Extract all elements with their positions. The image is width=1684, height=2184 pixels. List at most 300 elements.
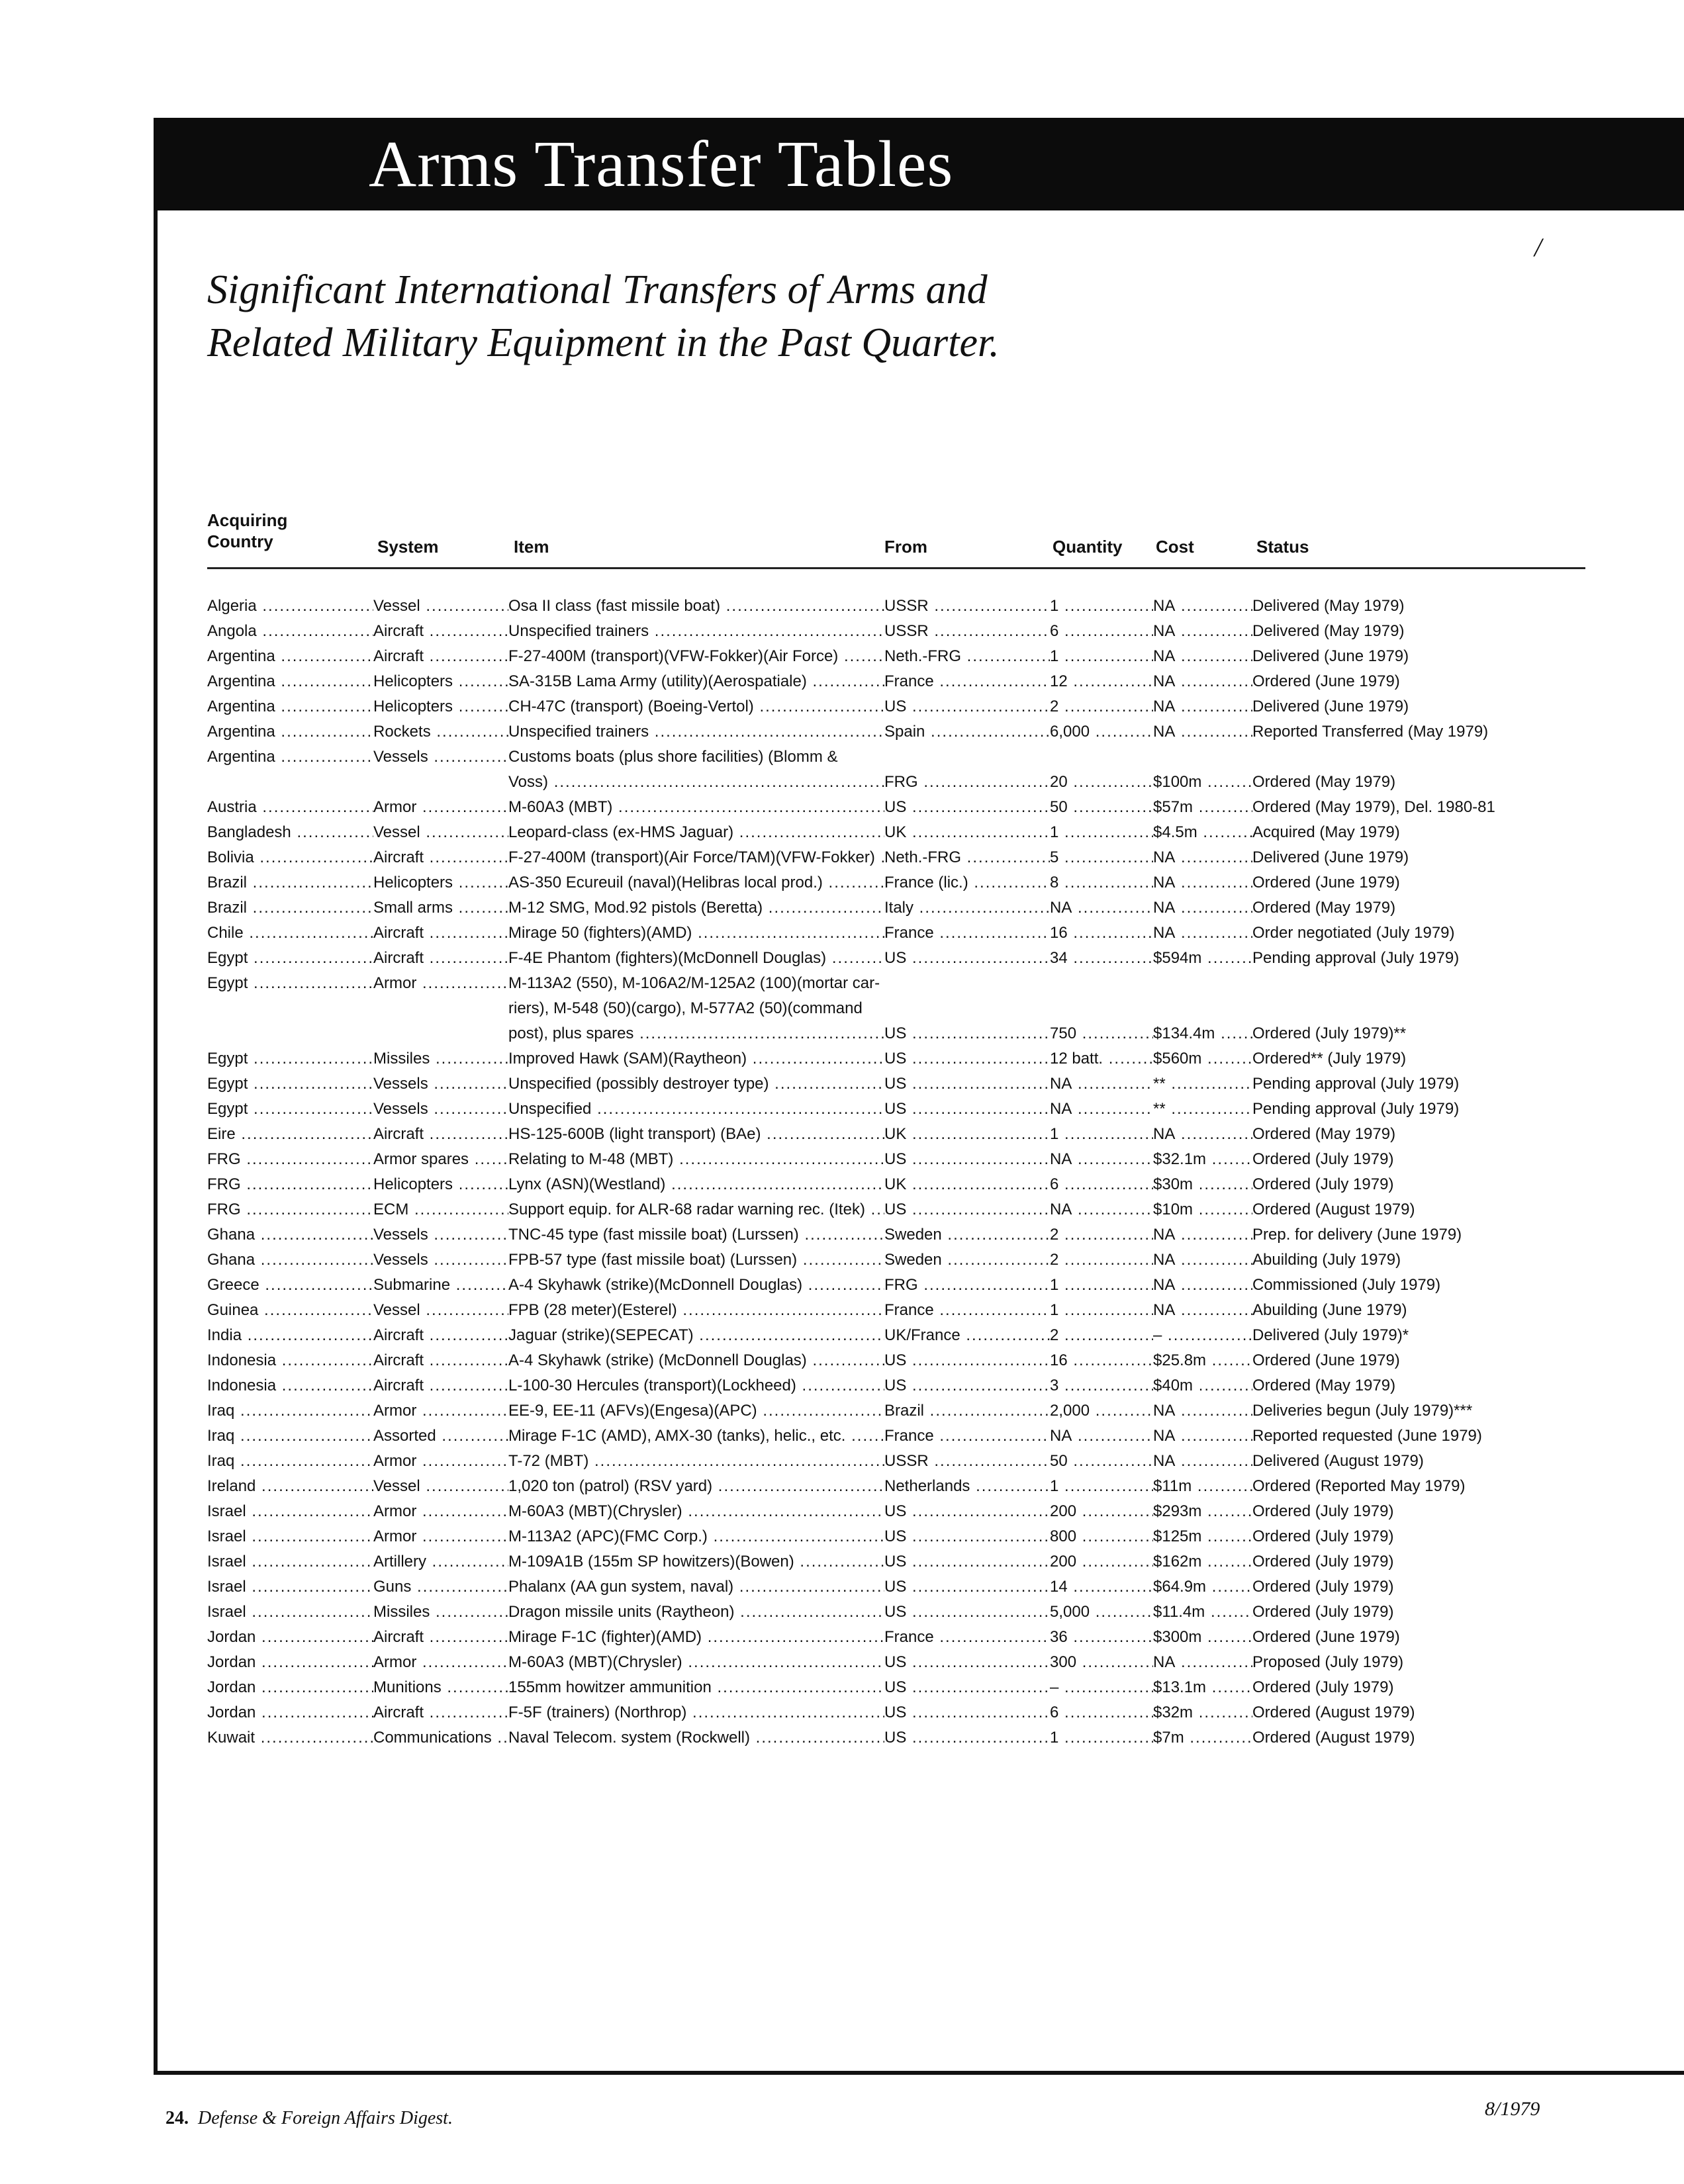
cell-system-text: Artillery bbox=[373, 1553, 427, 1570]
leader-dots bbox=[1058, 1729, 1153, 1747]
cell-system-text: Aircraft bbox=[373, 622, 424, 640]
cell-status bbox=[1252, 921, 1570, 946]
cell-item-continued-text: post), plus spares bbox=[508, 1024, 634, 1042]
cell-quantity-text: NA bbox=[1050, 1100, 1072, 1118]
cell-country bbox=[207, 1398, 373, 1424]
cell-quantity-text: 14 bbox=[1050, 1578, 1068, 1596]
cell-system-text: Communications bbox=[373, 1729, 492, 1747]
cell-quantity bbox=[1050, 594, 1153, 619]
cell-status bbox=[1252, 770, 1570, 795]
cell-status-text: Delivered (May 1979) bbox=[1252, 597, 1405, 615]
cell-status bbox=[1252, 1172, 1570, 1197]
table-row bbox=[0, 1600, 1684, 1625]
cell-system bbox=[373, 1097, 508, 1122]
leader-dots bbox=[1068, 949, 1153, 967]
cell-system-text: Missiles bbox=[373, 1050, 430, 1068]
cell-country-text: Greece bbox=[207, 1276, 259, 1294]
cell-item-text: F-5F (trainers) (Northrop) bbox=[508, 1704, 687, 1721]
cell-from-text: US bbox=[884, 798, 907, 816]
cell-item-text: Unspecified trainers bbox=[508, 723, 649, 741]
cell-country bbox=[207, 1725, 373, 1751]
table-row bbox=[0, 644, 1684, 669]
cell-cost-text: $162m bbox=[1153, 1553, 1202, 1570]
cell-from-text: FRG bbox=[884, 1276, 918, 1294]
cell-quantity-text: 1 bbox=[1050, 1276, 1059, 1294]
cell-system bbox=[373, 1323, 508, 1348]
leader-dots bbox=[649, 723, 884, 741]
cell-status bbox=[1252, 1298, 1570, 1323]
cell-cost-text: NA bbox=[1153, 1427, 1176, 1445]
cell-status bbox=[1252, 694, 1570, 719]
cell-country-text: Israel bbox=[207, 1578, 246, 1596]
cell-country bbox=[207, 1549, 373, 1574]
cell-system-text: Vessel bbox=[373, 1477, 420, 1495]
cell-from bbox=[884, 1650, 1050, 1675]
cell-from bbox=[884, 1197, 1050, 1222]
leader-dots bbox=[1175, 1452, 1252, 1470]
leader-dots bbox=[1175, 1427, 1252, 1445]
cell-item bbox=[508, 1071, 884, 1097]
cell-cost-text: NA bbox=[1153, 1251, 1176, 1269]
cell-system bbox=[373, 1549, 508, 1574]
cell-cost bbox=[1153, 1172, 1252, 1197]
cell-from-text: US bbox=[884, 1578, 907, 1596]
cell-country bbox=[207, 619, 373, 644]
cell-country bbox=[207, 1298, 373, 1323]
table-row bbox=[0, 820, 1684, 845]
cell-system-text: Vessel bbox=[373, 597, 420, 615]
cell-system-text: Helicopters bbox=[373, 874, 453, 891]
cell-cost bbox=[1153, 694, 1252, 719]
cell-country bbox=[207, 745, 373, 770]
cell-item bbox=[508, 946, 884, 971]
cell-cost bbox=[1153, 669, 1252, 694]
cell-cost-text: NA bbox=[1153, 1276, 1176, 1294]
leader-dots bbox=[416, 1527, 508, 1545]
cell-cost-text: $300m bbox=[1153, 1628, 1202, 1646]
cell-cost bbox=[1153, 1273, 1252, 1298]
table-row bbox=[0, 1071, 1684, 1097]
leader-dots bbox=[906, 698, 1050, 715]
leader-dots bbox=[242, 1326, 373, 1344]
leader-dots bbox=[259, 1276, 373, 1294]
cell-system-text: Aircraft bbox=[373, 1628, 424, 1646]
cell-country-text: Israel bbox=[207, 1527, 246, 1545]
cell-from-text: US bbox=[884, 1704, 907, 1721]
leader-dots bbox=[1058, 1226, 1153, 1244]
cell-system bbox=[373, 795, 508, 820]
cell-cost-text: $57m bbox=[1153, 798, 1193, 816]
cell-from bbox=[884, 1222, 1050, 1248]
cell-country bbox=[207, 1222, 373, 1248]
cell-quantity bbox=[1050, 1172, 1153, 1197]
table-row bbox=[0, 895, 1684, 921]
cell-system bbox=[373, 921, 508, 946]
leader-dots bbox=[1076, 1653, 1153, 1671]
cell-country bbox=[207, 1348, 373, 1373]
cell-status bbox=[1252, 1097, 1570, 1122]
cell-quantity-text: 1 bbox=[1050, 1477, 1059, 1495]
cell-quantity-text: 20 bbox=[1050, 773, 1068, 791]
cell-item-text: Naval Telecom. system (Rockwell) bbox=[508, 1729, 750, 1747]
cell-from bbox=[884, 1574, 1050, 1600]
cell-from bbox=[884, 1147, 1050, 1172]
cell-country bbox=[207, 1071, 373, 1097]
cell-quantity bbox=[1050, 1147, 1153, 1172]
cell-from-text: Neth.-FRG bbox=[884, 647, 962, 665]
table-row bbox=[0, 971, 1684, 996]
cell-item-continued-text: riers), M-548 (50)(cargo), M-577A2 (50)(command bbox=[508, 999, 863, 1017]
cell-country-text: Egypt bbox=[207, 1050, 248, 1068]
leader-dots bbox=[428, 1100, 508, 1118]
cell-country bbox=[207, 1172, 373, 1197]
cell-system-text: Rockets bbox=[373, 723, 431, 741]
cell-cost-text: NA bbox=[1153, 647, 1176, 665]
leader-dots bbox=[469, 1150, 508, 1168]
leader-dots bbox=[918, 1276, 1050, 1294]
cell-cost-text: $32.1m bbox=[1153, 1150, 1207, 1168]
leader-dots bbox=[1058, 597, 1153, 615]
leader-dots bbox=[906, 798, 1050, 816]
cell-system-text: Aircraft bbox=[373, 1377, 424, 1394]
leader-dots bbox=[1175, 874, 1252, 891]
cell-from-text: USSR bbox=[884, 622, 929, 640]
cell-status-text: Ordered (August 1979) bbox=[1252, 1729, 1415, 1747]
table-row bbox=[0, 1273, 1684, 1298]
leader-dots bbox=[906, 1553, 1050, 1570]
leader-dots bbox=[906, 1502, 1050, 1520]
cell-quantity-text: 8 bbox=[1050, 874, 1059, 891]
cell-system bbox=[373, 1348, 508, 1373]
leader-dots bbox=[248, 949, 373, 967]
leader-dots bbox=[1175, 1301, 1252, 1319]
leader-dots bbox=[794, 1553, 884, 1570]
cell-quantity-text: 6,000 bbox=[1050, 723, 1090, 741]
leader-dots bbox=[934, 1628, 1050, 1646]
cell-from-text: US bbox=[884, 698, 907, 715]
cell-system bbox=[373, 1298, 508, 1323]
leader-dots bbox=[424, 1704, 508, 1721]
cell-item-text: Mirage 50 (fighters)(AMD) bbox=[508, 924, 692, 942]
cell-status bbox=[1252, 1147, 1570, 1172]
cell-country-text: Chile bbox=[207, 924, 244, 942]
cell-quantity-text: 6 bbox=[1050, 1175, 1059, 1193]
cell-quantity-text: 16 bbox=[1050, 924, 1068, 942]
subtitle bbox=[207, 263, 1200, 369]
cell-quantity bbox=[1050, 895, 1153, 921]
cell-from-text: US bbox=[884, 1050, 907, 1068]
leader-dots bbox=[1058, 698, 1153, 715]
leader-dots bbox=[1175, 1402, 1252, 1420]
table-row bbox=[0, 845, 1684, 870]
leader-dots bbox=[1175, 647, 1252, 665]
cell-quantity-text: 5,000 bbox=[1050, 1603, 1090, 1621]
cell-from bbox=[884, 820, 1050, 845]
leader-dots bbox=[1193, 1201, 1252, 1218]
leader-dots bbox=[665, 1175, 884, 1193]
leader-dots bbox=[424, 622, 508, 640]
cell-cost-text: $4.5m bbox=[1153, 823, 1197, 841]
leader-dots bbox=[416, 1653, 508, 1671]
leader-dots bbox=[428, 1251, 508, 1269]
leader-dots bbox=[906, 1351, 1050, 1369]
cell-item-text: EE-9, EE-11 (AFVs)(Engesa)(APC) bbox=[508, 1402, 757, 1420]
leader-dots bbox=[823, 874, 884, 891]
leader-dots bbox=[246, 1578, 373, 1596]
cell-system-text: Vessels bbox=[373, 1075, 428, 1093]
cell-from bbox=[884, 1474, 1050, 1499]
cell-item-continued bbox=[508, 770, 884, 795]
leader-dots bbox=[258, 1301, 373, 1319]
cell-from-text: US bbox=[884, 1553, 907, 1570]
cell-item bbox=[508, 870, 884, 895]
cell-item-text: Osa II class (fast missile boat) bbox=[508, 597, 721, 615]
cell-country bbox=[207, 1700, 373, 1725]
cell-country bbox=[207, 719, 373, 745]
leader-dots bbox=[1175, 1125, 1252, 1143]
cell-item-text: A-4 Skyhawk (strike)(McDonnell Douglas) bbox=[508, 1276, 803, 1294]
cell-country-text: Indonesia bbox=[207, 1377, 277, 1394]
table-row bbox=[0, 1549, 1684, 1574]
cell-country-text: Israel bbox=[207, 1603, 246, 1621]
leader-dots bbox=[492, 1729, 508, 1747]
leader-dots bbox=[234, 1402, 373, 1420]
cell-item bbox=[508, 1574, 884, 1600]
cell-from-text: US bbox=[884, 949, 907, 967]
cell-status bbox=[1252, 1248, 1570, 1273]
cell-cost-text: $100m bbox=[1153, 773, 1202, 791]
leader-dots bbox=[416, 1502, 508, 1520]
cell-from bbox=[884, 795, 1050, 820]
leader-dots bbox=[906, 1150, 1050, 1168]
cell-from bbox=[884, 1549, 1050, 1574]
cell-from bbox=[884, 1499, 1050, 1524]
cell-from bbox=[884, 870, 1050, 895]
leader-dots bbox=[924, 1402, 1050, 1420]
leader-dots bbox=[673, 1150, 884, 1168]
leader-dots bbox=[257, 597, 373, 615]
cell-from bbox=[884, 1725, 1050, 1751]
cell-cost-text: NA bbox=[1153, 899, 1176, 917]
cell-item bbox=[508, 1147, 884, 1172]
cell-country bbox=[207, 1248, 373, 1273]
cell-quantity bbox=[1050, 845, 1153, 870]
cell-cost-text: NA bbox=[1153, 672, 1176, 690]
cell-quantity bbox=[1050, 795, 1153, 820]
cell-item bbox=[508, 1298, 884, 1323]
cell-cost-text: $13.1m bbox=[1153, 1678, 1207, 1696]
table-row bbox=[0, 1248, 1684, 1273]
cell-item bbox=[508, 1046, 884, 1071]
cell-from-text: France (lic.) bbox=[884, 874, 968, 891]
cell-status-text: Ordered (July 1979) bbox=[1252, 1553, 1394, 1570]
cell-country bbox=[207, 1122, 373, 1147]
cell-cost bbox=[1153, 770, 1252, 795]
cell-item-text: CH-47C (transport) (Boeing-Vertol) bbox=[508, 698, 754, 715]
cell-cost-text: NA bbox=[1153, 622, 1176, 640]
cell-cost bbox=[1153, 1398, 1252, 1424]
leader-dots bbox=[244, 924, 373, 942]
leader-dots bbox=[906, 1201, 1050, 1218]
leader-dots bbox=[929, 597, 1050, 615]
leader-dots bbox=[797, 1251, 884, 1269]
leader-dots bbox=[1175, 924, 1252, 942]
cell-item bbox=[508, 1625, 884, 1650]
cell-country-text: Algeria bbox=[207, 597, 257, 615]
cell-status bbox=[1252, 1122, 1570, 1147]
cell-status-text: Reported requested (June 1979) bbox=[1252, 1427, 1482, 1445]
leader-dots bbox=[257, 622, 373, 640]
leader-dots bbox=[420, 823, 508, 841]
cell-item-text: Mirage F-1C (fighter)(AMD) bbox=[508, 1628, 702, 1646]
leader-dots bbox=[420, 1477, 508, 1495]
leader-dots bbox=[246, 1603, 373, 1621]
cell-cost-text: NA bbox=[1153, 1125, 1176, 1143]
leader-dots bbox=[682, 1653, 884, 1671]
cell-from-text: Spain bbox=[884, 723, 925, 741]
header-rule bbox=[207, 567, 1585, 569]
cell-item-continued bbox=[508, 996, 884, 1021]
cell-quantity-text: – bbox=[1050, 1678, 1059, 1696]
leader-dots bbox=[1201, 1628, 1252, 1646]
cell-status-text: Deliveries begun (July 1979)*** bbox=[1252, 1402, 1473, 1420]
leader-dots bbox=[906, 823, 1050, 841]
leader-dots bbox=[453, 672, 508, 690]
cell-item bbox=[508, 1424, 884, 1449]
leader-dots bbox=[1076, 1502, 1153, 1520]
footer-page-number: 24. bbox=[165, 2108, 189, 2128]
cell-item bbox=[508, 1474, 884, 1499]
leader-dots bbox=[1058, 874, 1153, 891]
cell-from bbox=[884, 1449, 1050, 1474]
cell-quantity bbox=[1050, 1248, 1153, 1273]
cell-item bbox=[508, 1273, 884, 1298]
leader-dots bbox=[430, 1603, 508, 1621]
cell-from bbox=[884, 1248, 1050, 1273]
cell-cost bbox=[1153, 1725, 1252, 1751]
cell-cost-text: – bbox=[1153, 1326, 1162, 1344]
cell-cost bbox=[1153, 870, 1252, 895]
table-row bbox=[0, 1675, 1684, 1700]
cell-quantity bbox=[1050, 870, 1153, 895]
cell-item-text: Support equip. for ALR-68 radar warning rec. (Itek) bbox=[508, 1201, 865, 1218]
cell-quantity bbox=[1050, 1071, 1153, 1097]
cell-cost bbox=[1153, 594, 1252, 619]
leader-dots bbox=[1184, 1729, 1252, 1747]
cell-item-text: Unspecified bbox=[508, 1100, 592, 1118]
leader-dots bbox=[424, 1628, 508, 1646]
cell-quantity-text: 200 bbox=[1050, 1553, 1077, 1570]
leader-dots bbox=[256, 1477, 373, 1495]
cell-item-continued-text: Voss) bbox=[508, 773, 549, 791]
cell-from-text: US bbox=[884, 1377, 907, 1394]
cell-item-text: M-60A3 (MBT)(Chrysler) bbox=[508, 1502, 682, 1520]
cell-country bbox=[207, 1373, 373, 1398]
cell-quantity-text: 16 bbox=[1050, 1351, 1068, 1369]
cell-system bbox=[373, 1222, 508, 1248]
cell-system-text: Aircraft bbox=[373, 1351, 424, 1369]
cell-cost bbox=[1153, 644, 1252, 669]
table-row-continuation bbox=[0, 770, 1684, 795]
cell-status-text: Abuilding (July 1979) bbox=[1252, 1251, 1401, 1269]
cell-quantity-text: 1 bbox=[1050, 647, 1059, 665]
cell-cost bbox=[1153, 1424, 1252, 1449]
leader-dots bbox=[1072, 1100, 1153, 1118]
cell-cost bbox=[1153, 795, 1252, 820]
leader-dots bbox=[430, 1050, 508, 1068]
cell-country-text: Kuwait bbox=[207, 1729, 256, 1747]
leader-dots bbox=[1058, 823, 1153, 841]
cell-country bbox=[207, 971, 373, 996]
cell-item bbox=[508, 594, 884, 619]
leader-dots bbox=[934, 1427, 1050, 1445]
cell-country bbox=[207, 1474, 373, 1499]
cell-country-text: Egypt bbox=[207, 974, 248, 992]
cell-item bbox=[508, 1122, 884, 1147]
cell-country bbox=[207, 820, 373, 845]
cell-cost-text: $134.4m bbox=[1153, 1024, 1215, 1042]
cell-item-text: F-4E Phantom (fighters)(McDonnell Douglas) bbox=[508, 949, 827, 967]
cell-item bbox=[508, 1549, 884, 1574]
cell-quantity-text: 50 bbox=[1050, 798, 1068, 816]
cell-country-text: Egypt bbox=[207, 1075, 248, 1093]
leader-dots bbox=[1205, 1603, 1252, 1621]
leader-dots bbox=[246, 1527, 373, 1545]
leader-dots bbox=[1175, 622, 1252, 640]
leader-dots bbox=[1072, 1075, 1153, 1093]
cell-cost-text: NA bbox=[1153, 698, 1176, 715]
leader-dots bbox=[453, 1175, 508, 1193]
leader-dots bbox=[934, 924, 1050, 942]
cell-cost bbox=[1153, 1600, 1252, 1625]
leader-dots bbox=[677, 1301, 884, 1319]
cell-system bbox=[373, 946, 508, 971]
table-row bbox=[0, 1524, 1684, 1549]
cell-system-text: Aircraft bbox=[373, 1125, 424, 1143]
cell-status-text: Prep. for delivery (June 1979) bbox=[1252, 1226, 1462, 1244]
cell-country bbox=[207, 1574, 373, 1600]
cell-system bbox=[373, 820, 508, 845]
leader-dots bbox=[1058, 1125, 1153, 1143]
cell-from bbox=[884, 1424, 1050, 1449]
cell-cost bbox=[1153, 921, 1252, 946]
leader-dots bbox=[453, 899, 508, 917]
leader-dots bbox=[428, 1226, 508, 1244]
cell-quantity-text: 800 bbox=[1050, 1527, 1077, 1545]
cell-country-text: Brazil bbox=[207, 874, 248, 891]
cell-country-text: Egypt bbox=[207, 949, 248, 967]
cell-system-text: Aircraft bbox=[373, 924, 424, 942]
cell-status bbox=[1252, 1071, 1570, 1097]
leader-dots bbox=[769, 1075, 884, 1093]
leader-dots bbox=[826, 949, 884, 967]
leader-dots bbox=[275, 723, 373, 741]
cell-quantity bbox=[1050, 1675, 1153, 1700]
cell-item bbox=[508, 820, 884, 845]
cell-cost-text: $11m bbox=[1153, 1477, 1192, 1495]
cell-item bbox=[508, 619, 884, 644]
leader-dots bbox=[913, 899, 1050, 917]
cell-from-text: UK bbox=[884, 1175, 907, 1193]
leader-dots bbox=[961, 848, 1050, 866]
leader-dots bbox=[1201, 949, 1252, 967]
leader-dots bbox=[802, 1276, 884, 1294]
cell-status-text: Ordered (July 1979) bbox=[1252, 1678, 1394, 1696]
cell-status bbox=[1252, 946, 1570, 971]
leader-dots bbox=[1175, 723, 1252, 741]
cell-status-text: Ordered (July 1979)** bbox=[1252, 1024, 1407, 1042]
cell-cost bbox=[1153, 946, 1252, 971]
